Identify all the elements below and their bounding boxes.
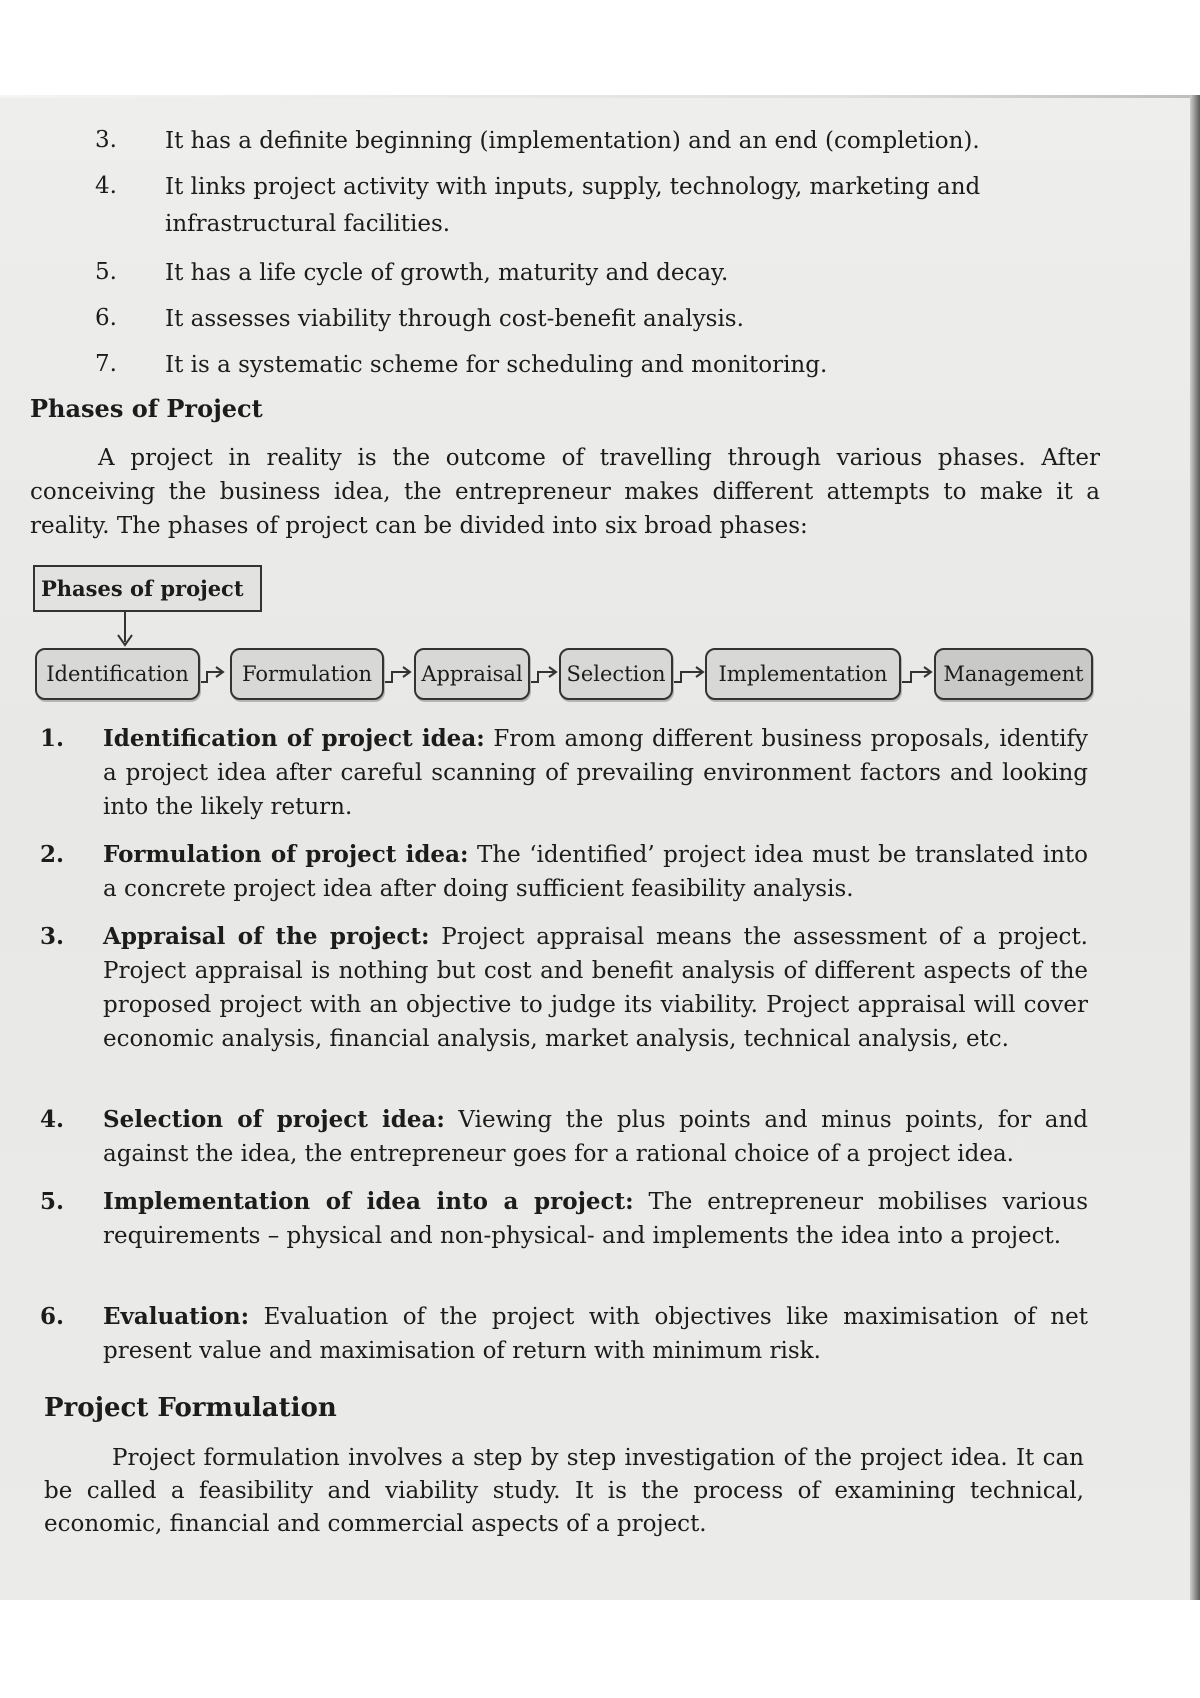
- phase-identification: Identification: [35, 648, 200, 700]
- page-right-shadow: [1190, 95, 1200, 1600]
- list-lead: Appraisal of the project:: [103, 923, 430, 950]
- phase-implementation: Implementation: [705, 648, 901, 700]
- list-number: 6.: [95, 305, 117, 331]
- list-lead: Identification of project idea:: [103, 725, 485, 752]
- list-text: [103, 722, 1088, 824]
- list-number: 2.: [40, 841, 65, 868]
- list-number: 3.: [40, 923, 65, 950]
- list-text: [103, 920, 1088, 1056]
- phase-selection: Selection: [559, 648, 673, 700]
- list-lead: Implementation of idea into a project:: [103, 1188, 634, 1215]
- list-number: 4.: [95, 173, 117, 199]
- list-number: 6.: [40, 1303, 65, 1330]
- list-text: [103, 1103, 1088, 1171]
- list-number: 5.: [95, 259, 117, 285]
- phase-appraisal: Appraisal: [414, 648, 530, 700]
- list-lead: Evaluation:: [103, 1303, 250, 1330]
- phases-heading: Phases of Project: [30, 394, 263, 423]
- list-number: 3.: [95, 127, 117, 153]
- list-text: It has a life cycle of growth, maturity and decay.: [165, 260, 729, 286]
- formulation-text: Project formulation involves a step by step investigation of the project idea. It can be called a feasibility and viability study. It is the process of examining technical, economic, financial and commercial aspects of a project.: [44, 1445, 1084, 1537]
- list-text: [103, 1185, 1088, 1253]
- list-text: It has a definite beginning (implementation) and an end (completion).: [165, 128, 980, 154]
- list-number: 4.: [40, 1106, 65, 1133]
- list-body: The ‘identified’ project idea must be translated into a concrete project idea after doing sufficient feasibility analysis.: [103, 842, 1088, 902]
- list-text: It assesses viability through cost-benefit analysis.: [165, 306, 744, 332]
- list-number: 5.: [40, 1188, 65, 1215]
- list-text: It links project activity with inputs, supply, technology, marketing and infrastructural facilities.: [165, 174, 981, 237]
- diagram-root-box: Phases of project: [33, 565, 262, 612]
- list-number: 7.: [95, 351, 117, 377]
- list-lead: Selection of project idea:: [103, 1106, 445, 1133]
- list-text: [103, 838, 1088, 906]
- list-body: Evaluation of the project with objectives like maximisation of net present value and maximisation of return with minimum risk.: [103, 1304, 1088, 1364]
- list-lead: Formulation of project idea:: [103, 841, 469, 868]
- list-text: [103, 1300, 1088, 1368]
- list-body: Viewing the plus points and minus points, for and against the idea, the entrepreneur goes for a rational choice of a project idea.: [103, 1107, 1088, 1167]
- list-body: The entrepreneur mobilises various requirements – physical and non-physical- and implements the idea into a project.: [103, 1189, 1088, 1249]
- phases-intro: A project in reality is the outcome of travelling through various phases. After conceiving the business idea, the entrepreneur makes different attempts to make it a reality. The phases of project can be divided into six broad phases:: [30, 445, 1100, 539]
- list-body: Project appraisal means the assessment of a project. Project appraisal is nothing but cost and benefit analysis of different aspects of the proposed project with an objective to judge its viability. Project appraisal will cover economic analysis, financial analysis, market analysis, technical analysis, etc.: [103, 924, 1088, 1052]
- list-number: 1.: [40, 725, 65, 752]
- phase-management: Management: [934, 648, 1093, 700]
- list-body: From among different business proposals, identify a project idea after careful scanning of prevailing environment factors and looking into the likely return.: [103, 726, 1088, 820]
- page-top-edge: [0, 95, 1200, 98]
- formulation-heading: Project Formulation: [44, 1393, 337, 1423]
- phase-formulation: Formulation: [230, 648, 384, 700]
- list-text: It is a systematic scheme for scheduling and monitoring.: [165, 352, 828, 378]
